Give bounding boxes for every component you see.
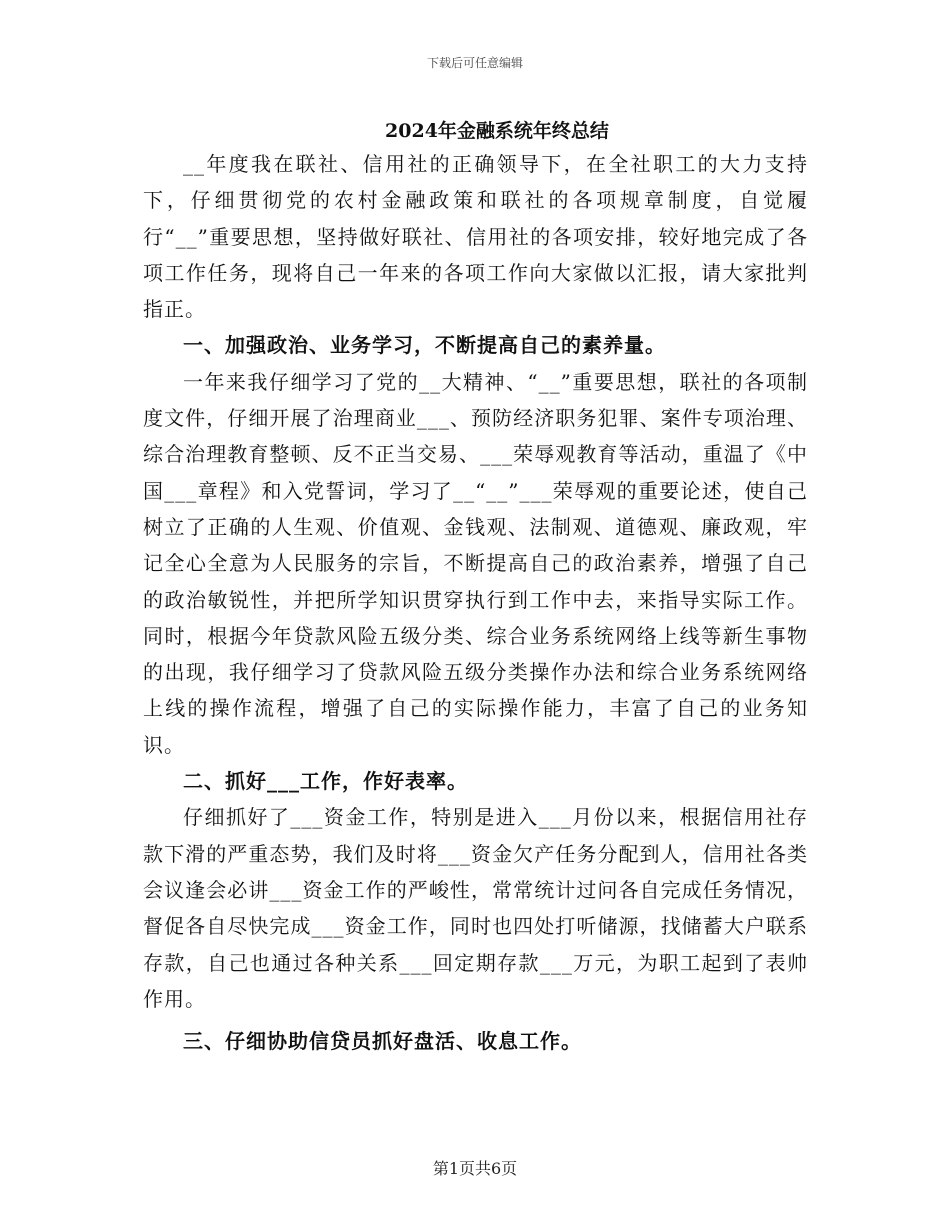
section-heading-3: 三、仔细协助信贷员抓好盘活、收息工作。 [183,1029,582,1054]
section-body-2: 仔细抓好了___资金工作，特别是进入___月份以来，根据信用社存款下滑的严重态势，我们及时将___资金欠产任务分配到人，信用社各类会议逢会必讲___资金工作的严峻性，常常统计过问各自完成任务情况，督促各自尽快完成___资金工作，同时也四处打听储源，找储蓄大户联系存款，自己也通过各种关系___回定期存款___万元，为职工起到了表帅作用。 [143,805,808,1011]
intro-paragraph: __年度我在联社、信用社的正确领导下，在全社职工的大力支持下，仔细贯彻党的农村金融政策和联社的各项规章制度，自觉履行“__”重要思想，坚持做好联社、信用社的各项安排，较好地完成了各项工作任务，现将自己一年来的各项工作向大家做以汇报，请大家批判指正。 [143,152,808,322]
document-title: 2024年金融系统年终总结 [385,120,609,142]
section-heading-2: 二、抓好___工作，作好表率。 [183,769,468,794]
page-indicator: 第1页共6页 [432,1159,518,1178]
section-body-1: 一年来我仔细学习了党的__大精神、“__”重要思想，联社的各项制度文件，仔细开展了治理商业___、预防经济职务犯罪、案件专项治理、综合治理教育整顿、反不正当交易、___荣辱观教育等活动，重温了《中国___章程》和入党誓词，学习了__“__”___荣辱观的重要论述，使自己树立了正确的人生观、价值观、金钱观、法制观、道德观、廉政观，牢记全心全意为人民服务的宗旨，不断提高自己的政治素养，增强了自己的政治敏锐性，并把所学知识贯穿执行到工作中去，来指导实际工作。同时，根据今年贷款风险五级分类、综合业务系统网络上线等新生事物的出现，我仔细学习了贷款风险五级分类操作办法和综合业务系统网络上线的操作流程，增强了自己的实际操作能力，丰富了自己的业务知识。 [143,369,808,757]
document-body [143,146,808,1059]
download-note: 下载后可任意编辑 [426,56,523,70]
section-heading-1: 一、加强政治、业务学习，不断提高自己的素养量。 [183,333,666,358]
